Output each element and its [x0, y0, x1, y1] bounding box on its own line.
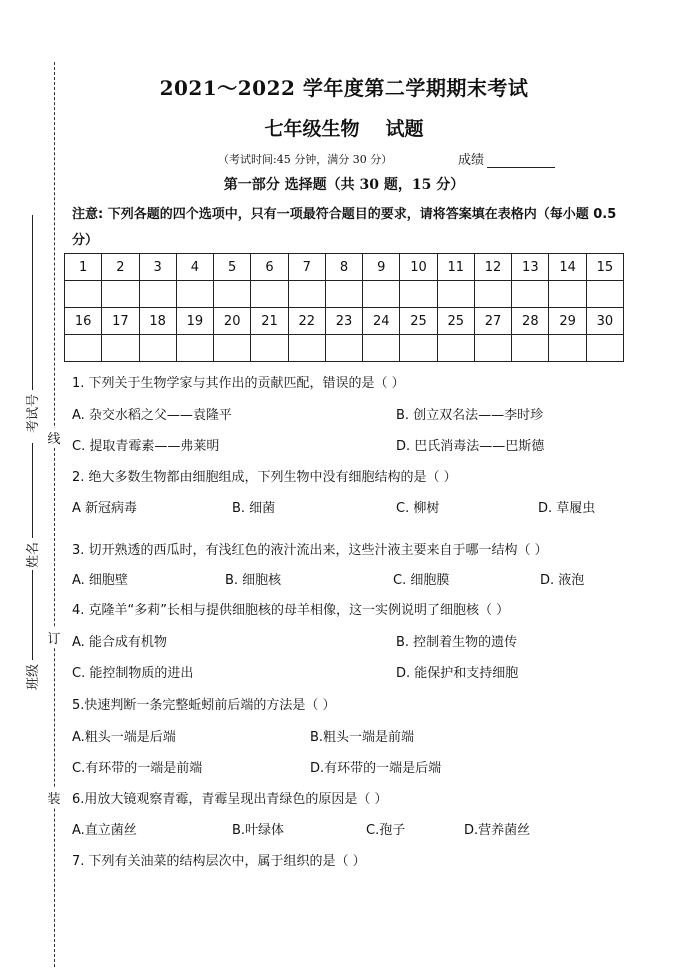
answer-blank-row-2 — [65, 335, 624, 362]
answer-number: 6 — [251, 254, 288, 281]
score-field — [458, 149, 555, 168]
answer-cell[interactable] — [363, 335, 400, 362]
answer-cell[interactable] — [65, 281, 102, 308]
answer-number: 10 — [400, 254, 437, 281]
answer-number: 30 — [586, 308, 623, 335]
answer-cell[interactable] — [437, 281, 474, 308]
answer-number: 22 — [288, 308, 325, 335]
answer-cell[interactable] — [400, 281, 437, 308]
binding-line-char: 线 — [47, 428, 61, 447]
answer-table — [64, 253, 624, 362]
side-field-class — [22, 570, 41, 690]
answer-number: 12 — [474, 254, 511, 281]
question-5-option-a[interactable]: A.粗头一端是后端 — [72, 730, 176, 745]
side-field-exam-id-blank[interactable] — [30, 215, 33, 390]
answer-number: 25 — [400, 308, 437, 335]
binding-zhuang-char: 装 — [47, 788, 61, 807]
answer-number: 25 — [437, 308, 474, 335]
answer-number: 28 — [512, 308, 549, 335]
answer-cell[interactable] — [251, 281, 288, 308]
exam-subtitle-subject: 七年级生物 — [264, 118, 360, 140]
side-field-class-blank[interactable] — [30, 570, 33, 660]
answer-cell[interactable] — [214, 335, 251, 362]
answer-cell[interactable] — [474, 281, 511, 308]
answer-cell[interactable] — [288, 335, 325, 362]
answer-cell[interactable] — [549, 281, 586, 308]
answer-cell[interactable] — [251, 335, 288, 362]
answer-number: 17 — [102, 308, 139, 335]
question-5-option-b[interactable]: B.粗头一端是前端 — [310, 730, 415, 745]
answer-cell[interactable] — [549, 335, 586, 362]
question-6-stem: 6.用放大镜观察青霉，青霉呈现出青绿色的原因是（ ） — [72, 792, 388, 807]
question-1-stem: 1. 下列关于生物学家与其作出的贡献匹配，错误的是（ ） — [72, 376, 405, 391]
binding-dashed-line — [54, 62, 55, 967]
question-1-option-b[interactable]: B. 创立双名法——李时珍 — [396, 408, 544, 423]
answer-cell[interactable] — [325, 281, 362, 308]
answer-cell[interactable] — [325, 335, 362, 362]
answer-number: 9 — [363, 254, 400, 281]
answer-cell[interactable] — [102, 281, 139, 308]
answer-number: 19 — [176, 308, 213, 335]
answer-number: 15 — [586, 254, 623, 281]
score-label: 成绩 — [458, 153, 485, 168]
question-3-option-d[interactable]: D. 液泡 — [540, 573, 585, 588]
question-2-option-d[interactable]: D. 草履虫 — [538, 501, 596, 516]
answer-number: 3 — [139, 254, 176, 281]
answer-number: 7 — [288, 254, 325, 281]
question-1-option-c[interactable]: C. 提取青霉素——弗莱明 — [72, 439, 220, 454]
side-field-name-label: 姓名 — [26, 541, 41, 568]
answer-cell[interactable] — [139, 335, 176, 362]
exam-info: （考试时间:45 分钟，满分 30 分） — [218, 153, 393, 166]
answer-number: 21 — [251, 308, 288, 335]
question-3-option-c[interactable]: C. 细胞膜 — [393, 573, 450, 588]
question-5-option-c[interactable]: C.有环带的一端是前端 — [72, 761, 203, 776]
answer-cell[interactable] — [586, 281, 623, 308]
side-field-exam-id-label: 考试号 — [26, 393, 41, 433]
question-7-stem: 7. 下列有关油菜的结构层次中，属于组织的是（ ） — [72, 854, 366, 869]
answer-cell[interactable] — [176, 281, 213, 308]
question-5-stem: 5.快速判断一条完整蚯蚓前后端的方法是（ ） — [72, 698, 336, 713]
answer-number: 16 — [65, 308, 102, 335]
answer-numbers-row-2 — [65, 308, 624, 335]
answer-cell[interactable] — [139, 281, 176, 308]
side-field-name-blank[interactable] — [30, 443, 33, 538]
answer-cell[interactable] — [363, 281, 400, 308]
answer-numbers-row-1 — [65, 254, 624, 281]
part1-title: 第一部分 选择题（共 30 题，15 分） — [223, 177, 465, 193]
answer-number: 18 — [139, 308, 176, 335]
answer-number: 14 — [549, 254, 586, 281]
exam-subtitle — [0, 114, 688, 141]
answer-cell[interactable] — [512, 281, 549, 308]
side-field-class-label: 班级 — [26, 663, 41, 690]
question-4-stem: 4. 克隆羊“多莉”长相与提供细胞核的母羊相像，这一实例说明了细胞核（ ） — [72, 603, 510, 618]
question-6-option-a[interactable]: A.直立菌丝 — [72, 823, 137, 838]
question-2-option-b[interactable]: B. 细菌 — [232, 501, 276, 516]
answer-cell[interactable] — [474, 335, 511, 362]
question-3-option-a[interactable]: A. 细胞壁 — [72, 573, 128, 588]
question-4-option-d[interactable]: D. 能保护和支持细胞 — [396, 666, 519, 681]
answer-cell[interactable] — [65, 335, 102, 362]
answer-cell[interactable] — [214, 281, 251, 308]
side-field-exam-id — [22, 215, 41, 433]
question-2-option-c[interactable]: C. 柳树 — [396, 501, 440, 516]
answer-number: 24 — [363, 308, 400, 335]
question-2-stem: 2. 绝大多数生物都由细胞组成，下列生物中没有细胞结构的是（ ） — [72, 470, 457, 485]
answer-cell[interactable] — [512, 335, 549, 362]
answer-number: 4 — [176, 254, 213, 281]
answer-cell[interactable] — [586, 335, 623, 362]
question-3-option-b[interactable]: B. 细胞核 — [225, 573, 282, 588]
binding-ding-char: 订 — [47, 628, 61, 647]
side-field-name — [22, 443, 41, 568]
answer-number: 27 — [474, 308, 511, 335]
question-4-option-a[interactable]: A. 能合成有机物 — [72, 635, 167, 650]
notice-text: 注意: 下列各题的四个选项中，只有一项最符合题目的要求，请将答案填在表格内（每小题 0.5 分） — [72, 207, 617, 248]
question-1-option-d[interactable]: D. 巴氏消毒法——巴斯德 — [396, 439, 545, 454]
answer-number: 23 — [325, 308, 362, 335]
answer-cell[interactable] — [400, 335, 437, 362]
score-blank[interactable] — [487, 155, 555, 168]
question-4-option-c[interactable]: C. 能控制物质的进出 — [72, 666, 194, 681]
answer-number: 8 — [325, 254, 362, 281]
answer-number: 5 — [214, 254, 251, 281]
question-2-option-a[interactable]: A 新冠病毒 — [72, 501, 138, 516]
question-6-option-c[interactable]: C.孢子 — [366, 823, 406, 838]
answer-number: 29 — [549, 308, 586, 335]
answer-cell[interactable] — [437, 335, 474, 362]
answer-blank-row-1 — [65, 281, 624, 308]
question-6-option-d[interactable]: D.营养菌丝 — [464, 823, 531, 838]
answer-number: 11 — [437, 254, 474, 281]
exam-subtitle-suffix: 试题 — [385, 118, 424, 140]
answer-number: 1 — [65, 254, 102, 281]
question-4-option-b[interactable]: B. 控制着生物的遗传 — [396, 635, 518, 650]
exam-title: 2021～2022 学年度第二学期期末考试 — [159, 76, 529, 100]
answer-cell[interactable] — [176, 335, 213, 362]
question-6-option-b[interactable]: B.叶绿体 — [232, 823, 285, 838]
question-1-option-a[interactable]: A. 杂交水稻之父——袁隆平 — [72, 408, 232, 423]
answer-number: 13 — [512, 254, 549, 281]
answer-cell[interactable] — [102, 335, 139, 362]
answer-number: 20 — [214, 308, 251, 335]
question-5-option-d[interactable]: D.有环带的一端是后端 — [310, 761, 442, 776]
answer-number: 2 — [102, 254, 139, 281]
answer-cell[interactable] — [288, 281, 325, 308]
question-3-stem: 3. 切开熟透的西瓜时，有浅红色的液汁流出来，这些汁液主要来自于哪一结构（ ） — [72, 543, 548, 558]
